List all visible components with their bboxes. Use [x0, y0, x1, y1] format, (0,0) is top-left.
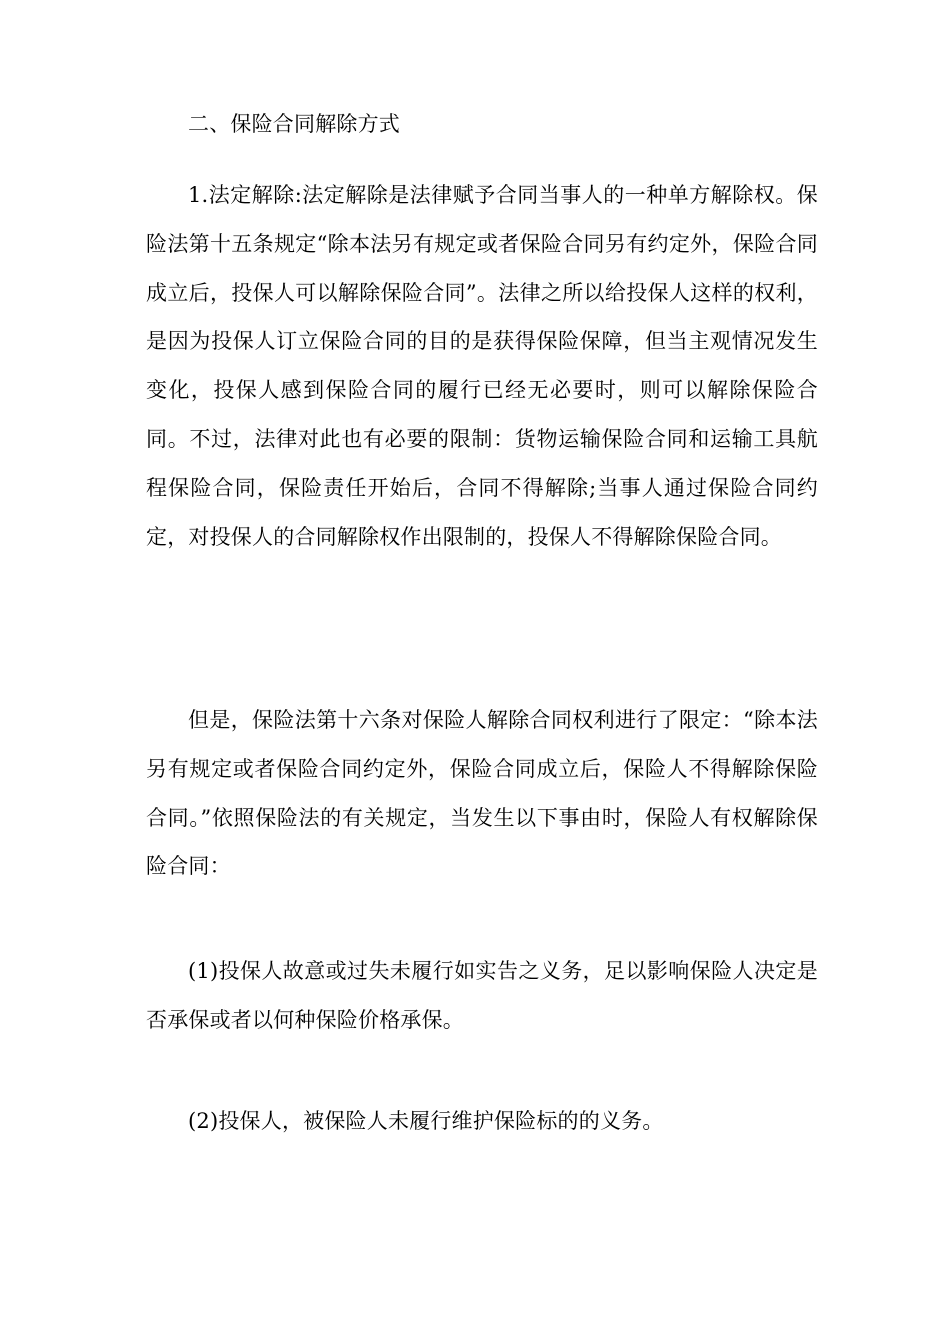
section-heading: 二、保险合同解除方式 — [188, 112, 400, 136]
paragraph-statutory-termination: 1.法定解除:法定解除是法律赋予合同当事人的一种单方解除权。保险法第十五条规定“除本法另有规定或者保险合同另有约定外，保险合同成立后，投保人可以解除保险合同”。法律之所以给投保人这样的权利，是因为投保人订立保险合同的目的是获得保险保障，但当主观情况发生变化，投保人感到保险合同的履行已经无必要时，则可以解除保险合同。不过，法律对此也有必要的限制：货物运输保险合同和运输工具航程保险合同，保险责任开始后，合同不得解除;当事人通过保险合同约定，对投保人的合同解除权作出限制的，投保人不得解除保险合同。 — [146, 183, 818, 549]
paragraph-item-1: (1)投保人故意或过失未履行如实告之义务，足以影响保险人决定是否承保或者以何种保险价格承保。 — [146, 959, 818, 1032]
paragraph-item-2: (2)投保人，被保险人未履行维护保险标的的义务。 — [188, 1109, 664, 1133]
paragraph-insurer-limitation: 但是，保险法第十六条对保险人解除合同权利进行了限定：“除本法另有规定或者保险合同约定外，保险合同成立后，保险人不得解除保险合同。”依照保险法的有关规定，当发生以下事由时，保险人有权解除保险合同： — [146, 708, 818, 879]
